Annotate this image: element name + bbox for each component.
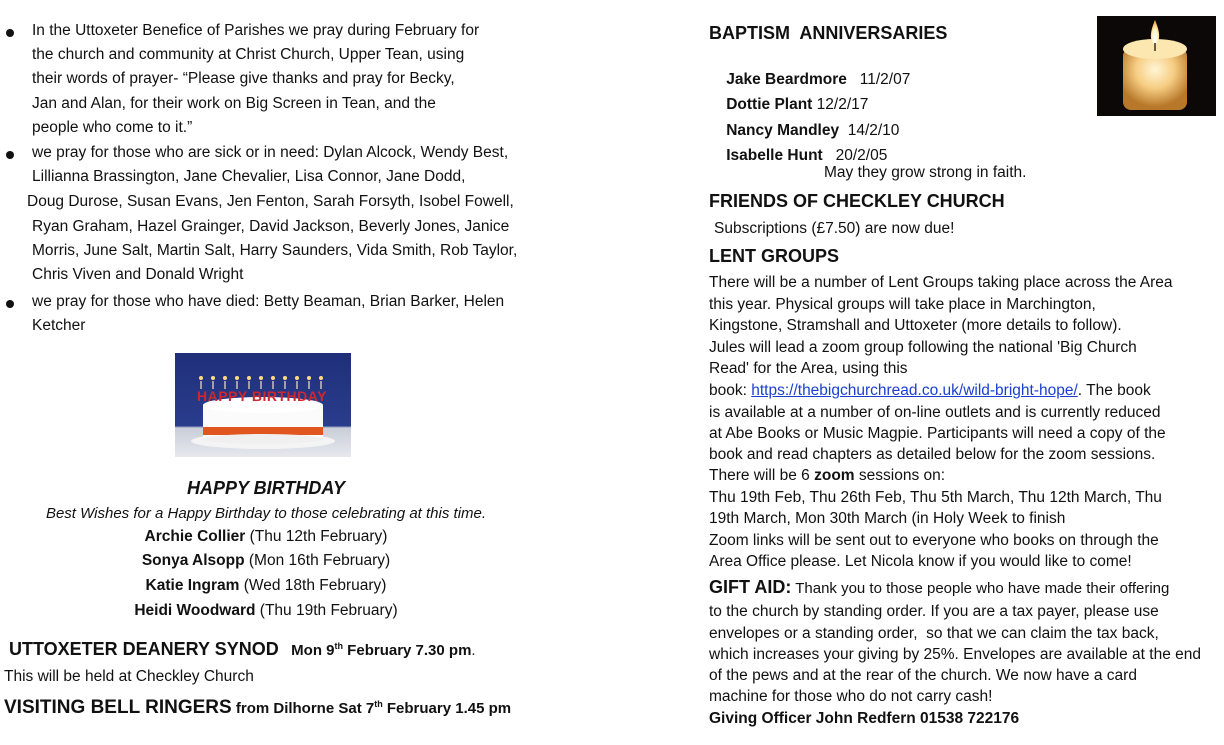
- birthday-name: Sonya Alsopp: [141, 552, 245, 569]
- bells-heading: [4, 697, 511, 719]
- birthday-date: (Mon 16th February): [244, 552, 391, 569]
- gift-aid-title: GIFT AID:: [709, 577, 792, 597]
- lent-line: Read' for the Area, using this: [709, 360, 908, 377]
- birthday-item: [0, 528, 532, 546]
- baptism-title: BAPTISM ANNIVERSARIES: [709, 23, 948, 43]
- birthday-name: Katie Ingram: [145, 577, 240, 594]
- lent-line: book and read chapters as detailed below for the zoom sessions.: [709, 446, 1156, 463]
- baptism-date: 11/2/07: [846, 71, 911, 88]
- gift-aid-heading: [709, 577, 1169, 598]
- birthday-item: [0, 577, 532, 595]
- bells-title: VISITING BELL RINGERS: [4, 697, 232, 718]
- prayer-3-line: we pray for those who have died: Betty Beaman, Brian Barker, Helen: [32, 293, 505, 310]
- birthday-date: (Thu 12th February): [245, 528, 388, 545]
- lent-line: at Abe Books or Music Magpie. Participants will need a copy of the: [709, 425, 1166, 442]
- prayer-1-line: people who come to it.”: [32, 119, 193, 136]
- synod-when: [291, 642, 471, 659]
- sessions-prefix: There will be 6: [709, 467, 815, 484]
- lent-line: Jules will lead a zoom group following the national 'Big Church: [709, 339, 1137, 356]
- sessions-suffix: sessions on:: [854, 467, 946, 484]
- gift-aid-line: machine for those who do not carry cash!: [709, 688, 993, 705]
- synod-time: February 7.30 pm: [343, 642, 472, 659]
- lent-line: Thu 19th Feb, Thu 26th Feb, Thu 5th March, Thu 12th March, Thu: [709, 489, 1162, 506]
- bells-sup: th: [374, 699, 383, 709]
- bullet-icon: [6, 300, 14, 308]
- birthday-subtitle: Best Wishes for a Happy Birthday to those celebrating at this time.: [45, 505, 487, 522]
- birthday-date: (Thu 19th February): [255, 602, 398, 619]
- bullet-icon: [6, 151, 14, 159]
- lent-title: LENT GROUPS: [709, 246, 840, 266]
- baptism-date: 14/2/10: [839, 122, 900, 139]
- baptism-blessing: May they grow strong in faith.: [824, 164, 1027, 181]
- prayer-1-line: Jan and Alan, for their work on Big Screen in Tean, and the: [32, 95, 436, 112]
- synod-period: .: [471, 642, 476, 659]
- lent-line: Zoom links will be sent out to everyone who books on through the: [709, 532, 1159, 549]
- prayer-2-line: Doug Durose, Susan Evans, Jen Fenton, Sarah Forsyth, Isobel Fowell,: [27, 193, 514, 210]
- baptism-name: Dottie Plant: [726, 96, 813, 113]
- birthday-name: Archie Collier: [144, 528, 246, 545]
- lent-book-suffix: . The book: [1077, 382, 1151, 399]
- candle-image: [1097, 16, 1216, 116]
- prayer-2-line: Lillianna Brassington, Jane Chevalier, Lisa Connor, Jane Dodd,: [32, 168, 466, 185]
- gift-aid-line: envelopes or a standing order, so that we can claim the tax back,: [709, 625, 1159, 642]
- lent-line: is available at a number of on-line outlets and is currently reduced: [709, 404, 1161, 421]
- baptism-name: Jake Beardmore: [726, 71, 847, 88]
- prayer-1-line: In the Uttoxeter Benefice of Parishes we pray during February for: [32, 22, 480, 39]
- prayer-1-line: the church and community at Christ Church, Upper Tean, using: [32, 46, 465, 63]
- gift-aid-line: which increases your giving by 25%. Envelopes are available at the end: [709, 646, 1201, 663]
- prayer-2-line: Chris Viven and Donald Wright: [32, 266, 244, 283]
- prayer-2-line: Morris, June Salt, Martin Salt, Harry Saunders, Vida Smith, Rob Taylor,: [32, 242, 518, 259]
- lent-book-prefix: book:: [709, 382, 752, 399]
- baptism-name: Isabelle Hunt: [726, 147, 823, 164]
- birthday-title: HAPPY BIRTHDAY: [186, 478, 346, 498]
- synod-title: UTTOXETER DEANERY SYNOD: [9, 639, 279, 659]
- synod-note: This will be held at Checkley Church: [4, 668, 254, 685]
- friends-text: Subscriptions (£7.50) are now due!: [714, 220, 955, 237]
- sessions-zoom: zoom: [814, 467, 855, 484]
- lent-line: Area Office please. Let Nicola know if you would like to come!: [709, 553, 1132, 570]
- cake-letters: HAPPY BIRTHDAY: [197, 388, 327, 404]
- synod-day: Mon 9: [291, 642, 335, 659]
- lent-sessions: [709, 467, 945, 485]
- synod-heading: [9, 639, 476, 660]
- baptism-date: 12/2/17: [812, 96, 869, 113]
- prayer-2-line: Ryan Graham, Hazel Grainger, David Jackson, Beverly Jones, Janice: [32, 218, 510, 235]
- cake-illustration: [175, 353, 351, 457]
- gift-aid-first-line: Thank you to those people who have made their offering: [791, 580, 1170, 597]
- book-link[interactable]: https://thebigchurchread.co.uk/wild-bright-hope/: [751, 382, 1078, 399]
- prayer-3-line: Ketcher: [32, 317, 86, 334]
- lent-book-line: [709, 382, 1151, 400]
- gift-aid-line: to the church by standing order. If you are a tax payer, please use: [709, 603, 1159, 620]
- bells-when: [232, 700, 511, 717]
- birthday-cake-image: [175, 353, 351, 457]
- candle-illustration: [1097, 16, 1216, 116]
- bells-day: from Dilhorne Sat 7: [231, 700, 375, 717]
- synod-sup: th: [334, 641, 344, 651]
- friends-title: FRIENDS OF CHECKLEY CHURCH: [709, 191, 1005, 211]
- birthday-name: Heidi Woodward: [134, 602, 256, 619]
- giving-officer: Giving Officer John Redfern 01538 722176: [709, 710, 1020, 727]
- birthday-date: (Wed 18th February): [239, 577, 387, 594]
- gift-aid-line: of the pews and at the rear of the church. We now have a card: [709, 667, 1137, 684]
- bells-time: February 1.45 pm: [382, 700, 512, 717]
- lent-line: Kingstone, Stramshall and Uttoxeter (more details to follow).: [709, 317, 1122, 334]
- lent-line: this year. Physical groups will take place in Marchington,: [709, 296, 1096, 313]
- lent-line: 19th March, Mon 30th March (in Holy Week to finish: [709, 510, 1066, 527]
- bullet-icon: [6, 29, 14, 37]
- birthday-item: [0, 602, 532, 620]
- prayer-2-line: we pray for those who are sick or in need: Dylan Alcock, Wendy Best,: [32, 144, 509, 161]
- lent-line: There will be a number of Lent Groups taking place across the Area: [709, 274, 1173, 291]
- birthday-item: [0, 552, 532, 570]
- prayer-1-line: their words of prayer- “Please give thanks and pray for Becky,: [32, 70, 455, 87]
- baptism-name: Nancy Mandley: [726, 122, 840, 139]
- baptism-date: 20/2/05: [822, 147, 888, 164]
